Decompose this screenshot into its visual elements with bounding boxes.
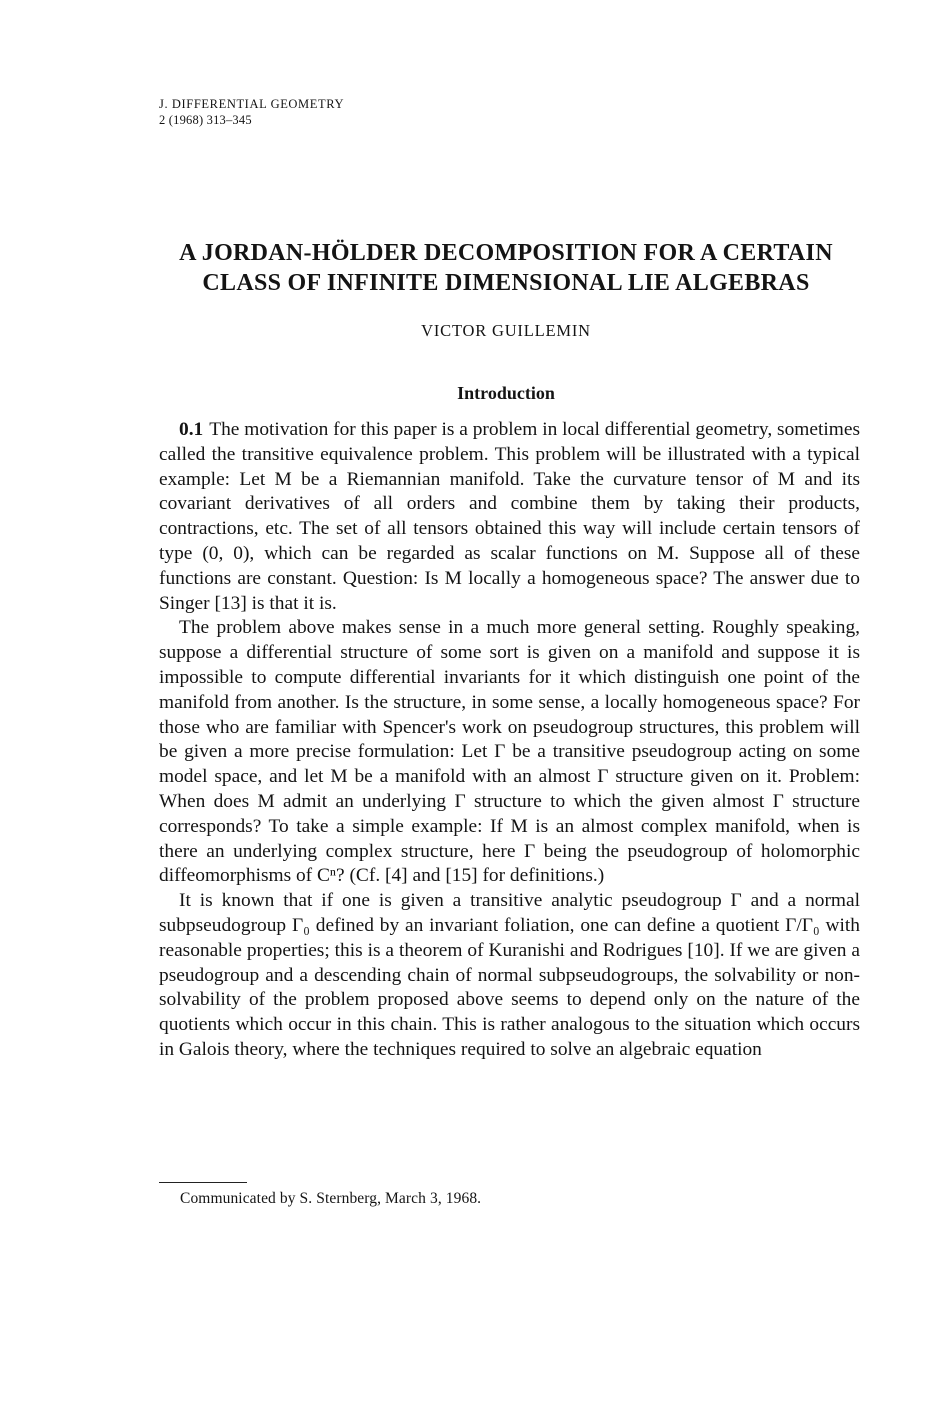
author-name: VICTOR GUILLEMIN — [421, 321, 591, 340]
body-text — [159, 418, 860, 1063]
section-heading: Introduction — [457, 383, 555, 403]
paragraph-3: It is known that if one is given a transitive analytic pseudogroup Γ and a normal subpseudogroup Γ₀ defined by an invariant foliation, one can define a quotient Γ/Γ₀ with reasonable properties; this is a theorem of Kuranishi and Rodrigues [10]. If we are given a pseudogroup and a descending chain of normal subpseudogroups, the solvability or non-solvability of the problem proposed above seems to depend only on the nature of the quotients which occur in this chain. This is rather analogous to the situation which occurs in Galois theory, where the techniques required to solve an algebraic equation — [159, 890, 860, 1060]
footnote-rule — [159, 1182, 247, 1183]
title-line-2: CLASS OF INFINITE DIMENSIONAL LIE ALGEBRAS — [202, 270, 810, 296]
paragraph-2: The problem above makes sense in a much more general setting. Roughly speaking, suppose a differential structure of some sort is given on a manifold and suppose it is impossible to compute differential invariants for it which distinguish one point of the manifold from another. Is the structure, in some sense, a locally homogeneous space? For those who are familiar with Spencer's work on pseudogroup structures, this problem will be given a more precise formulation: Let Γ be a transitive pseudogroup acting on some model space, and let M be a manifold with an almost Γ structure given on it. Problem: When does M admit an underlying Γ structure to which the given almost Γ structure corresponds? To take a simple example: If M is an almost complex manifold, when is there an underlying complex structure, here Γ being the pseudogroup of holomorphic diffeomorphisms of Cⁿ? (Cf. [4] and [15] for definitions.) — [159, 617, 860, 887]
journal-volume: 2 (1968) 313–345 — [159, 113, 252, 127]
footnote: Communicated by S. Sternberg, March 3, 1968. — [180, 1190, 482, 1207]
paper-title — [150, 238, 862, 298]
section-number: 0.1 — [179, 419, 204, 440]
paragraph-1 — [159, 418, 860, 616]
paragraph-1-text: The motivation for this paper is a problem in local differential geometry, sometimes called the transitive equivalence problem. This problem will be illustrated with a typical example: Let M be a Riemannian manifold. Take the curvature tensor of M and its covariant derivatives of all orders and combine them by taking their products, contractions, etc. The set of all tensors obtained this way will include certain tensors of type (0, 0), which can be regarded as scalar functions on M. Suppose all of these functions are constant. Question: Is M locally a homogeneous space? The answer due to Singer [13] is that it is. — [159, 419, 860, 614]
journal-header — [159, 96, 344, 128]
journal-name: J. DIFFERENTIAL GEOMETRY — [159, 97, 345, 111]
title-line-1: A JORDAN-HÖLDER DECOMPOSITION FOR A CERTAIN — [179, 240, 833, 266]
